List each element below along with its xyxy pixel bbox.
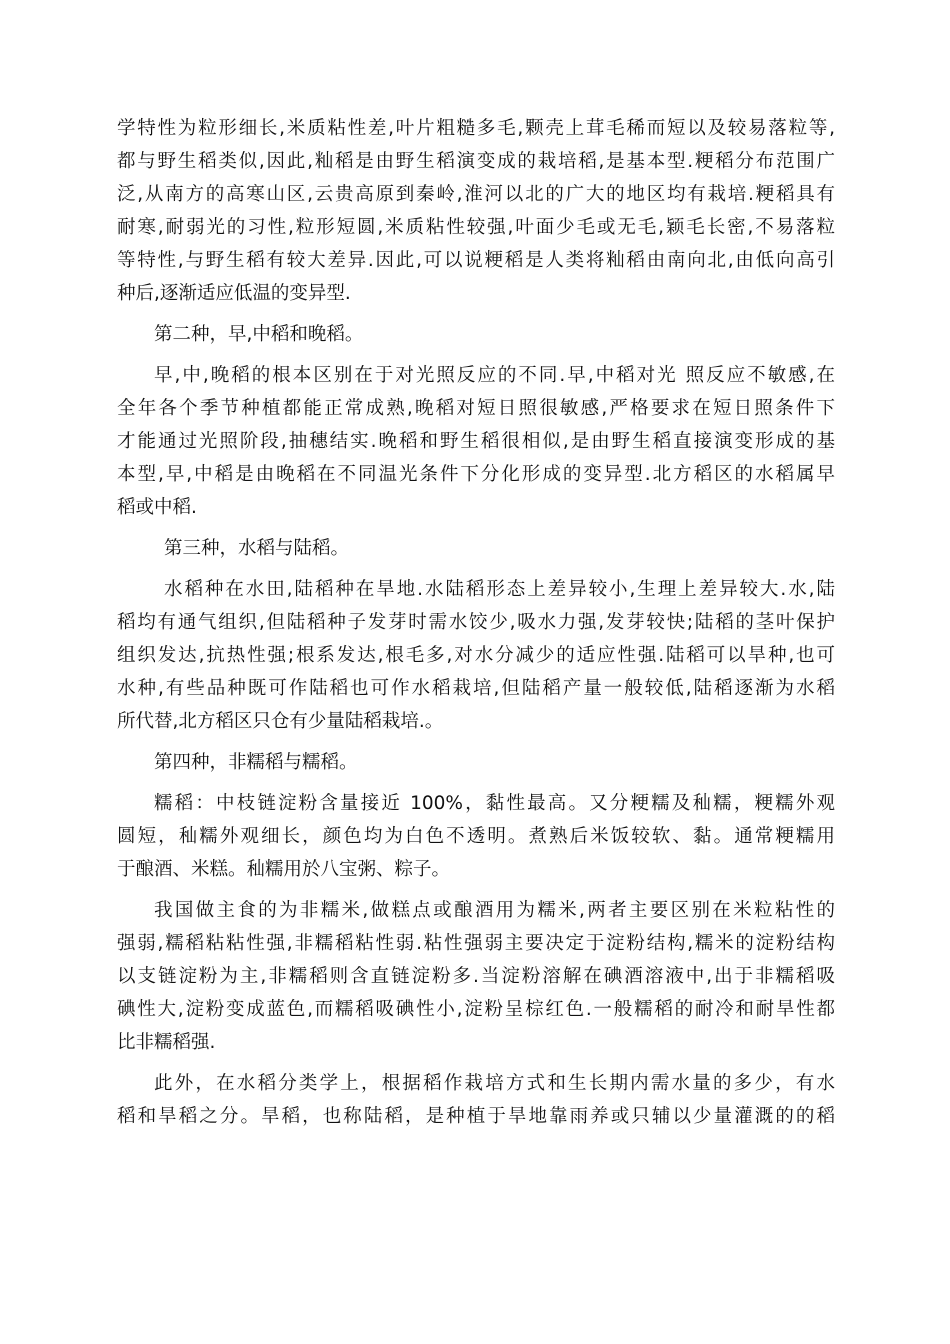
paragraph-p1 xyxy=(117,112,835,310)
text-line: 以支链淀粉为主,非糯稻则含直链淀粉多.当淀粉溶解在碘酒溶液中,出于非糯稻吸 xyxy=(117,966,835,987)
text-line: 第四种，非糯稻与糯稻。 xyxy=(154,752,358,773)
text-line: 学特性为粒形细长,米质粘性差,叶片粗糙多毛,颗壳上茸毛稀而短以及较易落粒等, xyxy=(117,118,835,139)
text-line: 圆短，秈糯外观细长，颜色均为白色不透明。煮熟后米饭较软、黏。通常粳糯用 xyxy=(117,826,835,847)
paragraph-p8 xyxy=(117,894,835,1059)
text-line: 稻和旱稻之分。旱稻，也称陆稻，是种植于旱地靠雨养或只辅以少量灌溉的的稻 xyxy=(117,1106,835,1127)
text-line: 糯稻：中枝链淀粉含量接近 100%，黏性最高。又分粳糯及秈糯，粳糯外观 xyxy=(154,793,835,814)
paragraph-gap xyxy=(117,351,835,359)
text-line: 水种,有些品种既可作陆稻也可作水稻栽培,但陆稻产量一般较低,陆稻逐渐为水稻 xyxy=(117,678,835,699)
text-line: 全年各个季节种植都能正常成熟,晚稻对短日照很敏感,严格要求在短日照条件下 xyxy=(117,398,835,419)
text-line: 所代替,北方稻区只仓有少量陆稻栽培.。 xyxy=(117,711,444,732)
paragraph-gap xyxy=(117,310,835,318)
text-line: 比非糯稻强. xyxy=(117,1032,216,1053)
text-line: 早,中,晚稻的根本区别在于对光照反应的不同.早,中稻对光 照反应不敏感,在 xyxy=(154,365,835,386)
paragraph-p4 xyxy=(117,532,835,565)
text-line: 第二种，早,中稻和晚稻。 xyxy=(154,324,364,345)
paragraph-p6 xyxy=(117,746,835,779)
text-line: 我国做主食的为非糯米,做糕点或酿酒用为糯米,两者主要区别在米粒粘性的 xyxy=(154,900,835,921)
text-line: 碘性大,淀粉变成蓝色,而糯稻吸碘性小,淀粉呈棕红色.一般糯稻的耐冷和耐旱性都 xyxy=(117,999,835,1020)
paragraph-gap xyxy=(117,565,835,573)
text-line: 等特性,与野生稻有较大差异.因此,可以说粳稻是人类将籼稻由南向北,由低向高引 xyxy=(117,250,835,271)
paragraph-p5 xyxy=(117,573,835,738)
paragraph-gap xyxy=(117,779,835,787)
text-line: 强弱,糯稻粘粘性强,非糯稻粘性弱.粘性强弱主要决定于淀粉结构,糯米的淀粉结构 xyxy=(117,933,835,954)
paragraph-gap xyxy=(117,886,835,894)
text-line: 种后,逐渐适应低温的变异型. xyxy=(117,283,351,304)
text-line: 第三种，水稻与陆稻。 xyxy=(164,538,350,559)
text-line: 才能通过光照阶段,抽穗结实.晚稻和野生稻很相似,是由野生稻直接演变形成的基 xyxy=(117,431,835,452)
paragraph-gap xyxy=(117,524,835,532)
text-line: 此外，在水稻分类学上，根据稻作栽培方式和生长期内需水量的多少，有水 xyxy=(154,1073,835,1094)
paragraph-p2 xyxy=(117,318,835,351)
text-line: 稻均有通气组织,但陆稻种子发芽时需水饺少,吸水力强,发芽较快;陆稻的茎叶保护 xyxy=(117,612,835,633)
text-line: 耐寒,耐弱光的习性,粒形短圆,米质粘性较强,叶面少毛或无毛,颖毛长密,不易落粒 xyxy=(117,217,835,238)
text-line: 都与野生稻类似,因此,籼稻是由野生稻演变成的栽培稻,是基本型.粳稻分布范围广 xyxy=(117,151,835,172)
paragraph-gap xyxy=(117,1059,835,1067)
text-line: 泛,从南方的高寒山区,云贵高原到秦岭,淮河以北的广大的地区均有栽培.粳稻具有 xyxy=(117,184,835,205)
text-line: 本型,早,中稻是由晚稻在不同温光条件下分化形成的变异型.北方稻区的水稻属早 xyxy=(117,464,835,485)
text-line: 稻或中稻. xyxy=(117,497,197,518)
text-line: 组织发达,抗热性强;根系发达,根毛多,对水分减少的适应性强.陆稻可以旱种,也可 xyxy=(117,645,835,666)
text-line: 于酿酒、米糕。秈糯用於八宝粥、粽子。 xyxy=(117,859,451,880)
paragraph-p7 xyxy=(117,787,835,886)
paragraph-p3 xyxy=(117,359,835,524)
paragraph-p9 xyxy=(117,1067,835,1133)
document-body xyxy=(117,112,835,1133)
paragraph-gap xyxy=(117,738,835,746)
text-line: 水稻种在水田,陆稻种在旱地.水陆稻形态上差异较小,生理上差异较大.水,陆 xyxy=(164,579,835,600)
